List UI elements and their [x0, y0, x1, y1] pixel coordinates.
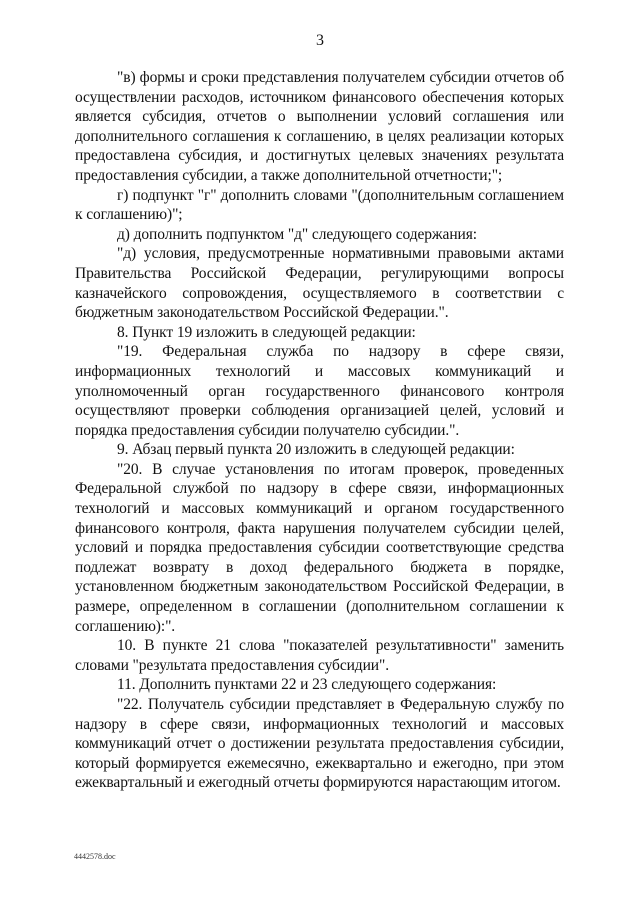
paragraph-item-d-text: "д) условия, предусмотренные нормативными правовыми актами Правительства Российской Федерации, регулирующими вопросы казначейского сопровождения, осуществляемого в соответствии с бюджетным законодательством Российской Федерации.".	[75, 245, 564, 322]
document-body	[75, 68, 564, 793]
page-number: 3	[316, 32, 324, 49]
paragraph-point-9: 9. Абзац первый пункта 20 изложить в следующей редакции:	[117, 441, 515, 459]
paragraph-item-g: г) подпункт "г" дополнить словами "(дополнительным соглашением к соглашению)";	[75, 186, 564, 224]
paragraph-point-22-text: "22. Получатель субсидии представляет в Федеральную службу по надзору в сфере связи, информационных технологий и массовых коммуникаций отчет о достижении результата предоставления субсидии, который формируется ежемесячно, ежеквартально и ежегодно, при этом ежеквартальный и ежегодный отчеты формируются нарастающим итогом.	[75, 696, 564, 792]
paragraph-point-11: 11. Дополнить пунктами 22 и 23 следующего содержания:	[117, 676, 497, 694]
paragraph-item-v-reporting: "в) формы и сроки представления получателем субсидии отчетов об осуществлении расходов, источником финансового обеспечения которых является субсидия, отчетов о выполнении условий соглашения или дополнительного соглашения к соглашению, в целях реализации которых предоставлена субсидия, и достигнутых целевых значениях результата предоставления субсидии, а также дополнительной отчетности;";	[75, 69, 564, 184]
paragraph-point-19-text: "19. Федеральная служба по надзору в сфере связи, информационных технологий и массовых коммуникаций и уполномоченный орган государственного финансового контроля осуществляют проверки соблюдения организацией целей, условий и порядка предоставления субсидии получателю субсидии.".	[75, 343, 564, 439]
paragraph-point-10: 10. В пункте 21 слова "показателей результативности" заменить словами "результата предоставления субсидии".	[75, 637, 564, 674]
paragraph-item-d-intro: д) дополнить подпунктом "д" следующего содержания:	[117, 225, 477, 243]
footer-document-code: 4442578.doc	[74, 852, 116, 861]
paragraph-point-20-text: "20. В случае установления по итогам проверок, проведенных Федеральной службой по надзору в сфере связи, информационных технологий и массовых коммуникаций и органом государственного финансового контроля, факта нарушения получателем субсидии целей, условий и порядка предоставления субсидии соответствующие средства подлежат возврату в доход федерального бюджета в порядке, установленном бюджетным законодательством Российской Федерации, в размере, определенном в соглашении (дополнительном соглашении к соглашению):".	[75, 460, 564, 635]
paragraph-point-8: 8. Пункт 19 изложить в следующей редакции:	[117, 323, 416, 341]
